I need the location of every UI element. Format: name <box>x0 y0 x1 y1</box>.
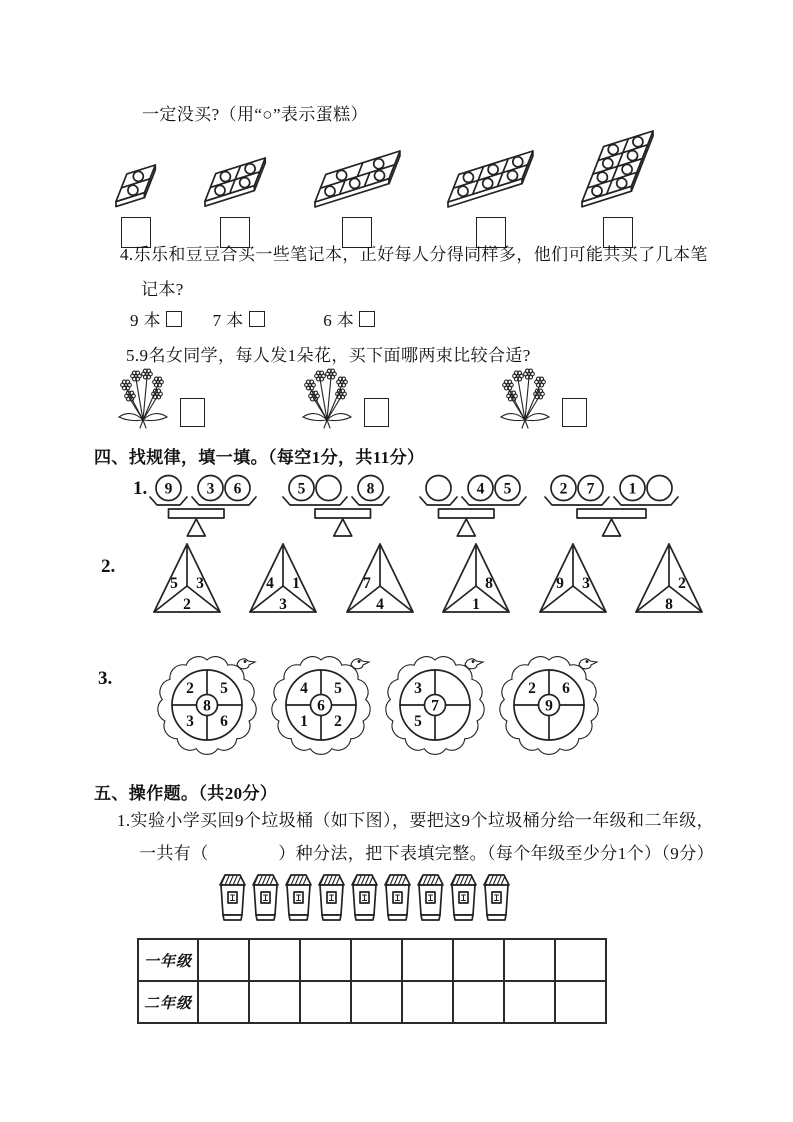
q4-option-2 <box>213 311 265 330</box>
grade-row-label: 一年级 <box>138 939 198 981</box>
balance-scales-row <box>0 473 793 543</box>
option-checkbox[interactable] <box>249 311 265 327</box>
option-label: 6 本 <box>323 311 355 330</box>
bird-icon <box>351 659 369 669</box>
item2-number: 2. <box>101 556 116 577</box>
cake-question-prompt: 一定没买?（用“○”表示蛋糕） <box>142 105 368 124</box>
bouquet-group <box>498 368 587 430</box>
svg-text:8: 8 <box>485 575 494 592</box>
trash-bin-icon <box>316 872 347 922</box>
trash-bin-icon <box>481 872 512 922</box>
cake-tray-group <box>112 161 160 248</box>
q4-option-3 <box>323 311 375 330</box>
svg-text:5: 5 <box>503 480 512 498</box>
q4-text-line2: 记本? <box>141 280 184 299</box>
trash-bins-row <box>217 872 512 922</box>
grade-row-label: 二年级 <box>138 981 198 1023</box>
q4-text-line1: 4.乐乐和豆豆合买一些笔记本，正好每人分得同样多，他们可能共买了几本笔 <box>120 245 708 264</box>
cake-tray-figure <box>112 161 160 211</box>
cake-tray-group <box>444 147 537 248</box>
svg-text:7: 7 <box>586 480 595 498</box>
cake-tray-figure <box>444 147 537 211</box>
balance-scale-figure <box>281 473 391 540</box>
option-checkbox[interactable] <box>166 311 182 327</box>
bird-icon <box>465 659 483 669</box>
svg-text:1: 1 <box>292 575 301 592</box>
svg-text:5: 5 <box>334 680 342 697</box>
table-blank-cell[interactable] <box>300 981 351 1023</box>
svg-text:3: 3 <box>196 575 204 592</box>
svg-text:8: 8 <box>665 596 673 613</box>
table-blank-cell[interactable] <box>453 939 504 981</box>
svg-text:5: 5 <box>297 480 306 498</box>
trash-bin-icon <box>283 872 314 922</box>
option-checkbox[interactable] <box>359 311 375 327</box>
svg-text:7: 7 <box>431 697 439 715</box>
table-blank-cell[interactable] <box>249 981 300 1023</box>
number-wheel-figure <box>269 653 373 757</box>
table-blank-cell[interactable] <box>504 981 555 1023</box>
svg-text:5: 5 <box>170 575 178 592</box>
flower-row <box>0 368 793 436</box>
svg-text:3: 3 <box>186 713 194 730</box>
cake-tray-figure <box>578 127 657 211</box>
svg-text:4: 4 <box>266 575 275 592</box>
svg-text:2: 2 <box>186 680 194 697</box>
trash-bin-icon <box>250 872 281 922</box>
bird-icon <box>579 659 597 669</box>
table-blank-cell[interactable] <box>351 939 402 981</box>
svg-text:4: 4 <box>476 480 485 498</box>
svg-text:1: 1 <box>472 596 481 613</box>
blank-circle[interactable] <box>426 476 451 501</box>
number-wheel-figure <box>383 653 487 757</box>
section4-title: 四、找规律，填一填。（每空1分，共11分） <box>94 448 425 467</box>
cake-tray-figure <box>311 147 404 211</box>
item1-number: 1. <box>133 478 148 499</box>
svg-text:6: 6 <box>562 680 570 697</box>
svg-text:4: 4 <box>375 596 384 613</box>
table-blank-cell[interactable] <box>402 981 453 1023</box>
flower-bouquet-figure <box>116 368 170 430</box>
cake-tray-group <box>311 147 404 248</box>
table-row <box>138 939 606 981</box>
option-label: 9 本 <box>130 311 161 330</box>
table-blank-cell[interactable] <box>249 939 300 981</box>
table-blank-cell[interactable] <box>351 981 402 1023</box>
svg-text:6: 6 <box>317 697 325 715</box>
svg-text:2: 2 <box>559 480 568 498</box>
balance-scale-figure <box>148 473 258 540</box>
q4-options-row <box>130 310 375 331</box>
svg-text:6: 6 <box>233 480 242 498</box>
trash-bin-icon <box>349 872 380 922</box>
triangle-puzzle-figure <box>343 541 417 617</box>
s5-q1-line1: 1.实验小学买回9个垃圾桶（如下图），要把这9个垃圾桶分给一年级和二年级， <box>117 811 715 830</box>
answer-box[interactable] <box>364 398 389 427</box>
svg-text:3: 3 <box>414 680 422 697</box>
svg-text:4: 4 <box>300 680 308 697</box>
svg-text:1: 1 <box>628 480 637 498</box>
trash-bin-icon <box>217 872 248 922</box>
cake-tray-group <box>578 127 657 248</box>
table-blank-cell[interactable] <box>453 981 504 1023</box>
svg-text:7: 7 <box>362 575 371 592</box>
cake-tray-figure <box>201 154 270 211</box>
answer-box[interactable] <box>562 398 587 427</box>
triangle-puzzle-figure <box>150 541 224 617</box>
svg-text:2: 2 <box>334 713 342 730</box>
triangle-puzzles-row <box>150 541 706 617</box>
svg-text:3: 3 <box>581 575 590 592</box>
balance-scale <box>418 473 528 545</box>
svg-text:8: 8 <box>203 697 211 715</box>
triangle-puzzle-figure <box>536 541 610 617</box>
answer-box[interactable] <box>180 398 205 427</box>
bird-icon <box>237 659 255 669</box>
svg-text:2: 2 <box>183 596 191 613</box>
trash-bin-icon <box>382 872 413 922</box>
triangle-puzzle-figure <box>439 541 513 617</box>
s5-q1-line2: 一共有（ ）种分法，把下表填完整。（每个年级至少分1个）（9分） <box>139 844 714 863</box>
svg-text:9: 9 <box>555 575 564 592</box>
balance-scale <box>281 473 391 545</box>
q5-text: 5.9名女同学，每人发1朵花，买下面哪两束比较合适? <box>126 346 531 365</box>
balance-scale-figure <box>543 473 680 540</box>
svg-text:6: 6 <box>220 713 228 730</box>
balance-scale-figure <box>418 473 528 540</box>
svg-text:2: 2 <box>528 680 536 697</box>
svg-text:3: 3 <box>206 480 215 498</box>
table-blank-cell[interactable] <box>402 939 453 981</box>
svg-text:1: 1 <box>300 713 308 730</box>
table-blank-cell[interactable] <box>555 939 606 981</box>
balance-scale <box>148 473 258 545</box>
blank-circle[interactable] <box>316 476 341 501</box>
number-wheel-figure <box>497 653 601 757</box>
table-blank-cell[interactable] <box>198 939 249 981</box>
table-blank-cell[interactable] <box>555 981 606 1023</box>
table-blank-cell[interactable] <box>198 981 249 1023</box>
number-wheels-row <box>155 653 601 757</box>
bouquet-group <box>300 368 389 430</box>
svg-text:9: 9 <box>545 697 553 715</box>
number-wheel-figure <box>155 653 259 757</box>
option-label: 7 本 <box>212 311 244 330</box>
svg-text:2: 2 <box>678 575 686 592</box>
table-blank-cell[interactable] <box>504 939 555 981</box>
bouquet-group <box>116 368 205 430</box>
trash-bin-icon <box>415 872 446 922</box>
svg-text:9: 9 <box>164 480 173 498</box>
q4-option-1 <box>130 311 182 330</box>
balance-scale <box>543 473 680 545</box>
cake-trays-row <box>112 138 657 248</box>
allocation-table <box>137 938 607 1024</box>
svg-text:8: 8 <box>366 480 375 498</box>
table-blank-cell[interactable] <box>300 939 351 981</box>
svg-text:3: 3 <box>279 596 288 613</box>
svg-text:5: 5 <box>220 680 228 697</box>
section5-title: 五、操作题。（共20分） <box>94 784 278 803</box>
svg-text:5: 5 <box>414 713 422 730</box>
cake-tray-group <box>201 154 270 248</box>
flower-bouquet-figure <box>498 368 552 430</box>
triangle-puzzle-figure <box>246 541 320 617</box>
flower-bouquet-figure <box>300 368 354 430</box>
blank-circle[interactable] <box>647 476 672 501</box>
item3-number: 3. <box>98 668 113 689</box>
table-row <box>138 981 606 1023</box>
trash-bin-icon <box>448 872 479 922</box>
triangle-puzzle-figure <box>632 541 706 617</box>
